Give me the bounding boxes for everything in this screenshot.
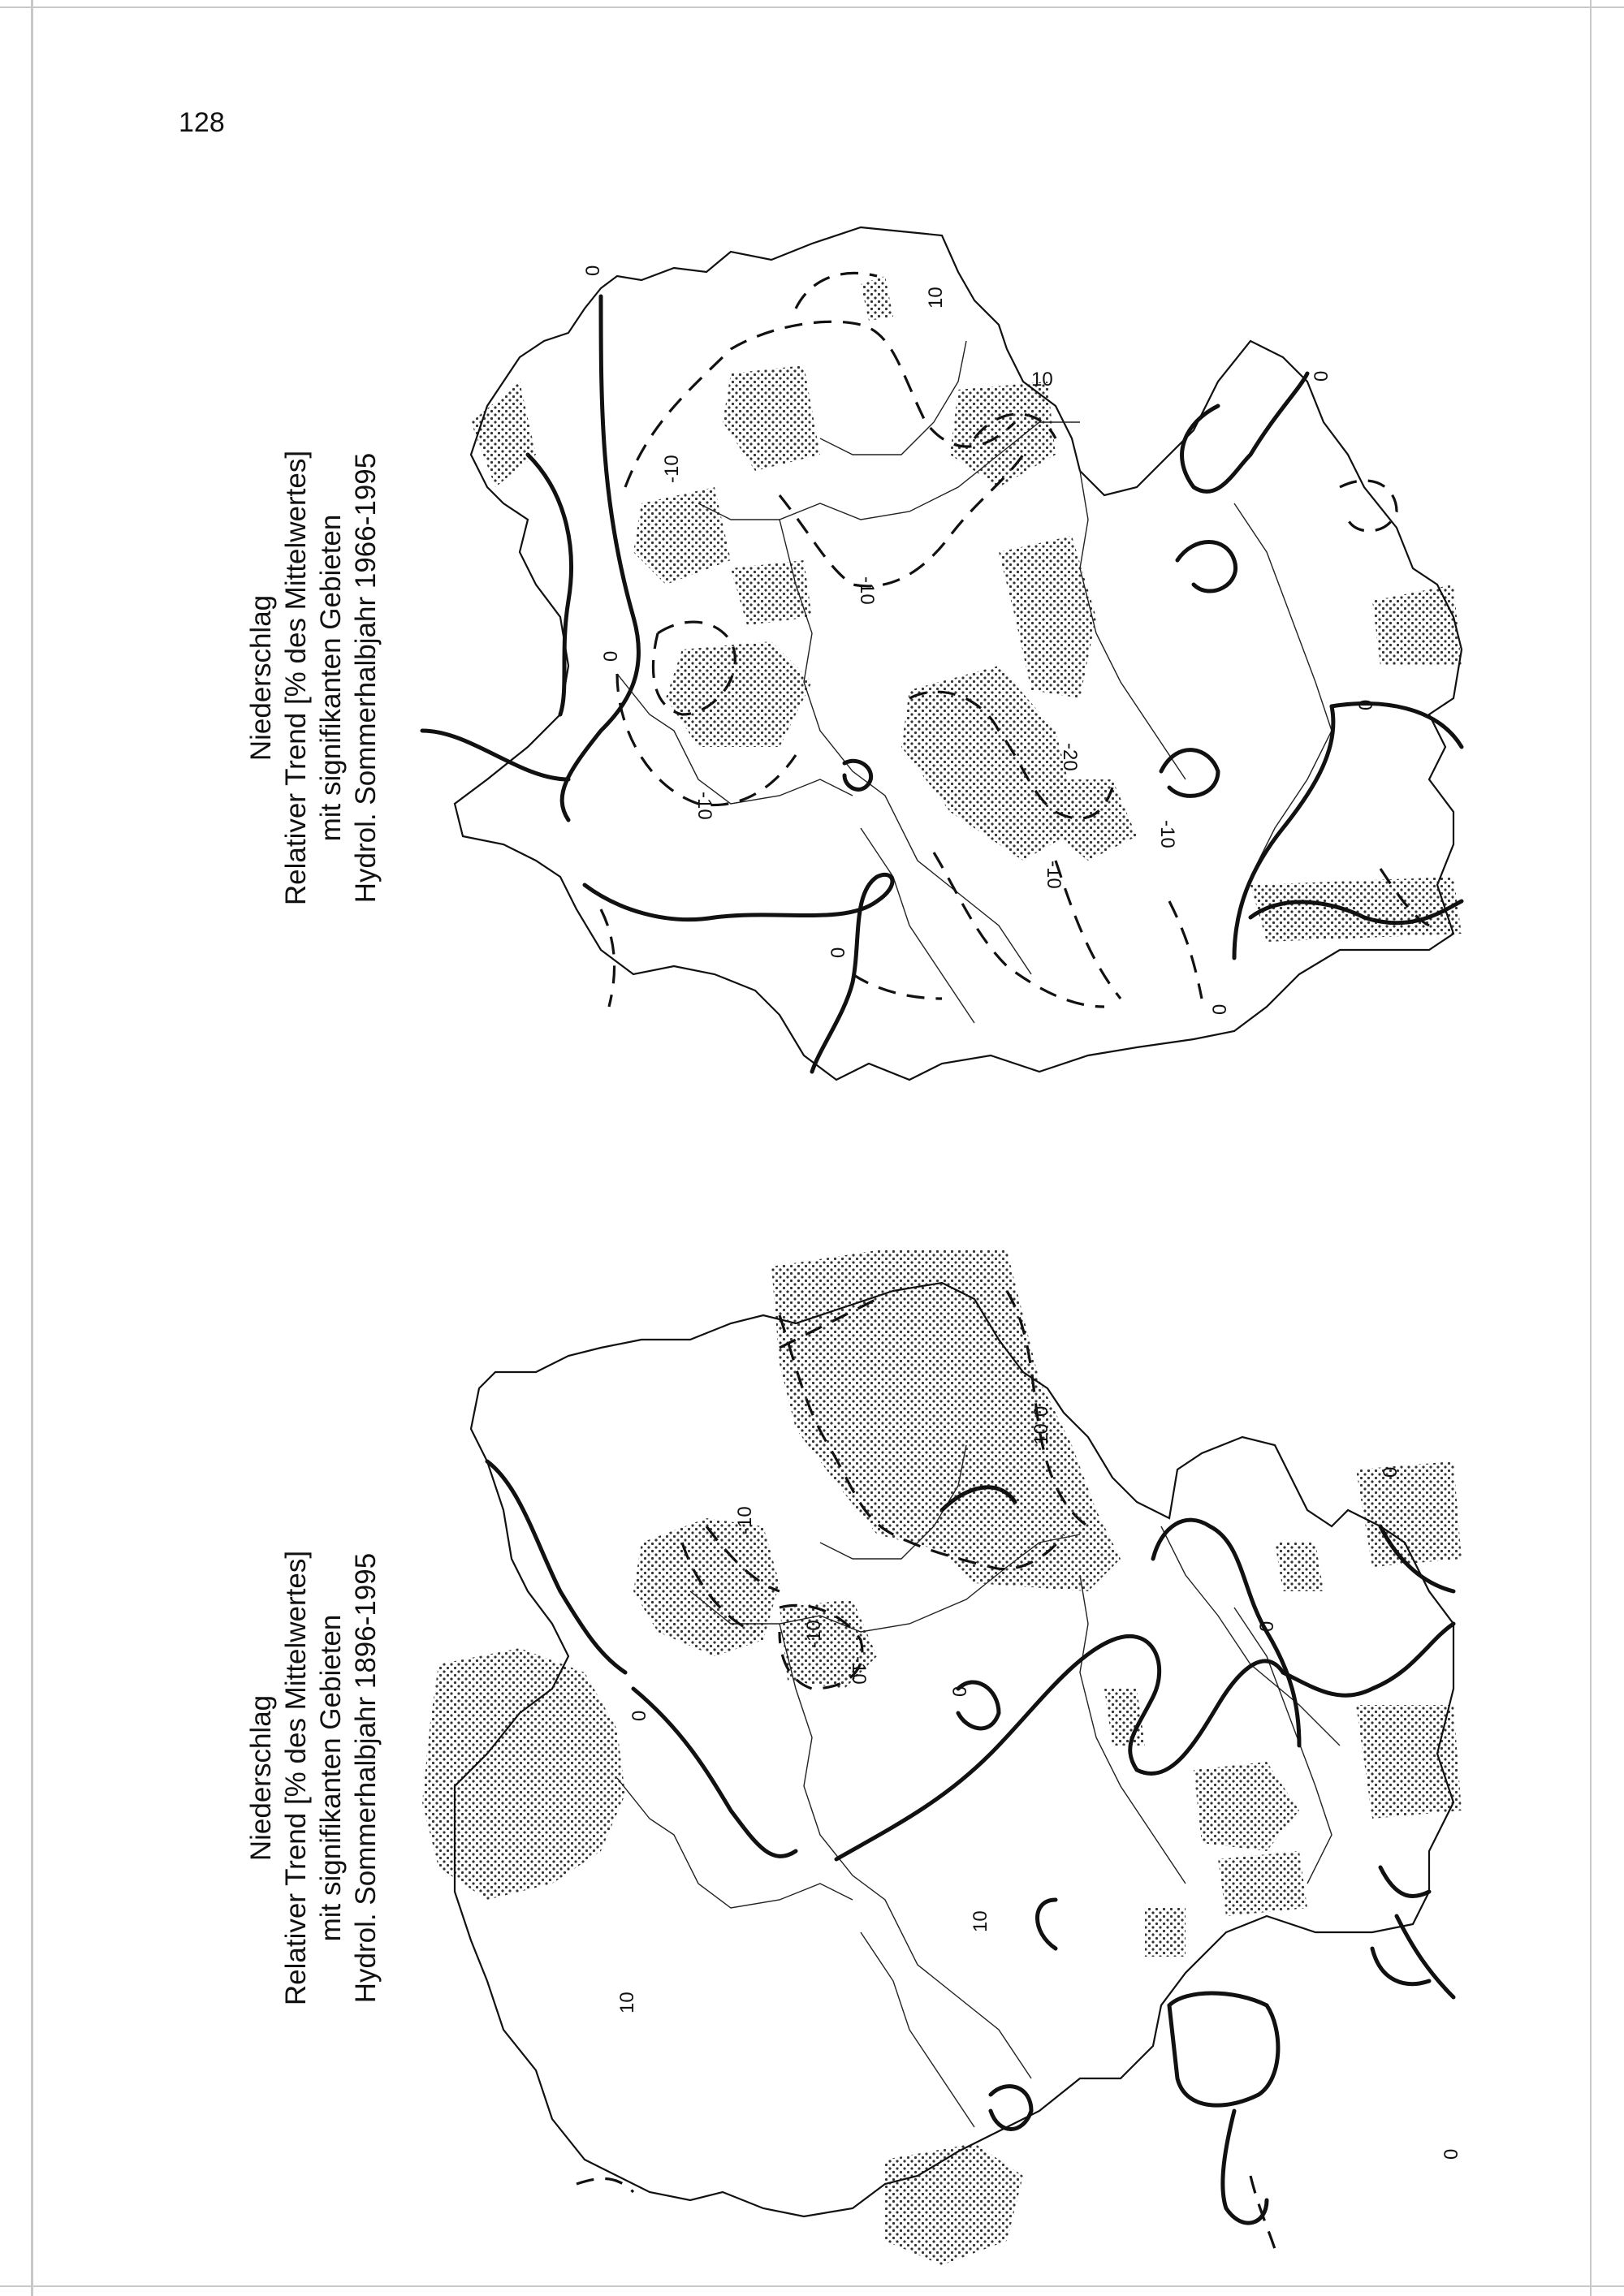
isoline-label: -10: [803, 1620, 825, 1648]
map-bottom: [422, 1250, 1462, 2296]
isoline-label: 10: [1031, 369, 1053, 391]
title-line: mit signifikanten Gebieten: [315, 1614, 347, 1942]
isoline-label: -10: [1043, 861, 1065, 889]
title-line: Hydrol. Sommerhalbjahr 1896-1995: [350, 1552, 382, 2004]
isoline-label: 0: [628, 1710, 650, 1721]
isoline-label: -10: [1156, 820, 1178, 848]
isoline-label: 0: [827, 947, 849, 958]
isoline-label: 0: [1440, 2148, 1462, 2160]
isoline-label: -10: [848, 1656, 870, 1685]
isoline-label: -10: [856, 576, 878, 605]
page-number: 128: [179, 107, 225, 138]
title-line: Hydrol. Sommerhalbjahr 1966-1995: [350, 452, 382, 904]
isoline-label: 0: [1380, 1466, 1402, 1478]
isoline-label: 0: [1209, 1003, 1231, 1015]
title-line: Niederschlag: [245, 594, 277, 762]
isoline-label: 0: [600, 650, 622, 662]
isoline-label: -20: [1059, 743, 1081, 771]
isoline-label: 0: [1355, 699, 1377, 710]
isoline-label: 10: [925, 287, 947, 309]
isoline-label: 0: [1256, 1621, 1278, 1632]
title-line: Niederschlag: [245, 1694, 277, 1862]
isoline-label: 0: [949, 1685, 971, 1697]
title-line: Relativer Trend [% des Mittelwertes]: [280, 450, 312, 906]
isoline-label: 0: [1311, 370, 1332, 382]
isoline-label: 10: [970, 1910, 991, 1932]
title-line: mit signifikanten Gebieten: [315, 514, 347, 842]
isoline-label: 0: [1030, 1405, 1052, 1417]
isoline-label: 0: [582, 265, 604, 276]
isoline-label: -10: [734, 1506, 756, 1534]
isoline-label: 10: [616, 1992, 638, 2013]
isoline-label: -10: [661, 455, 683, 483]
significant-areas-bottom: [422, 1250, 1462, 2265]
map-top: [422, 227, 1462, 1080]
isoline-label: 10: [1030, 1423, 1052, 1445]
title-line: Relativer Trend [% des Mittelwertes]: [280, 1550, 312, 2006]
isoline-label: -10: [693, 792, 715, 820]
